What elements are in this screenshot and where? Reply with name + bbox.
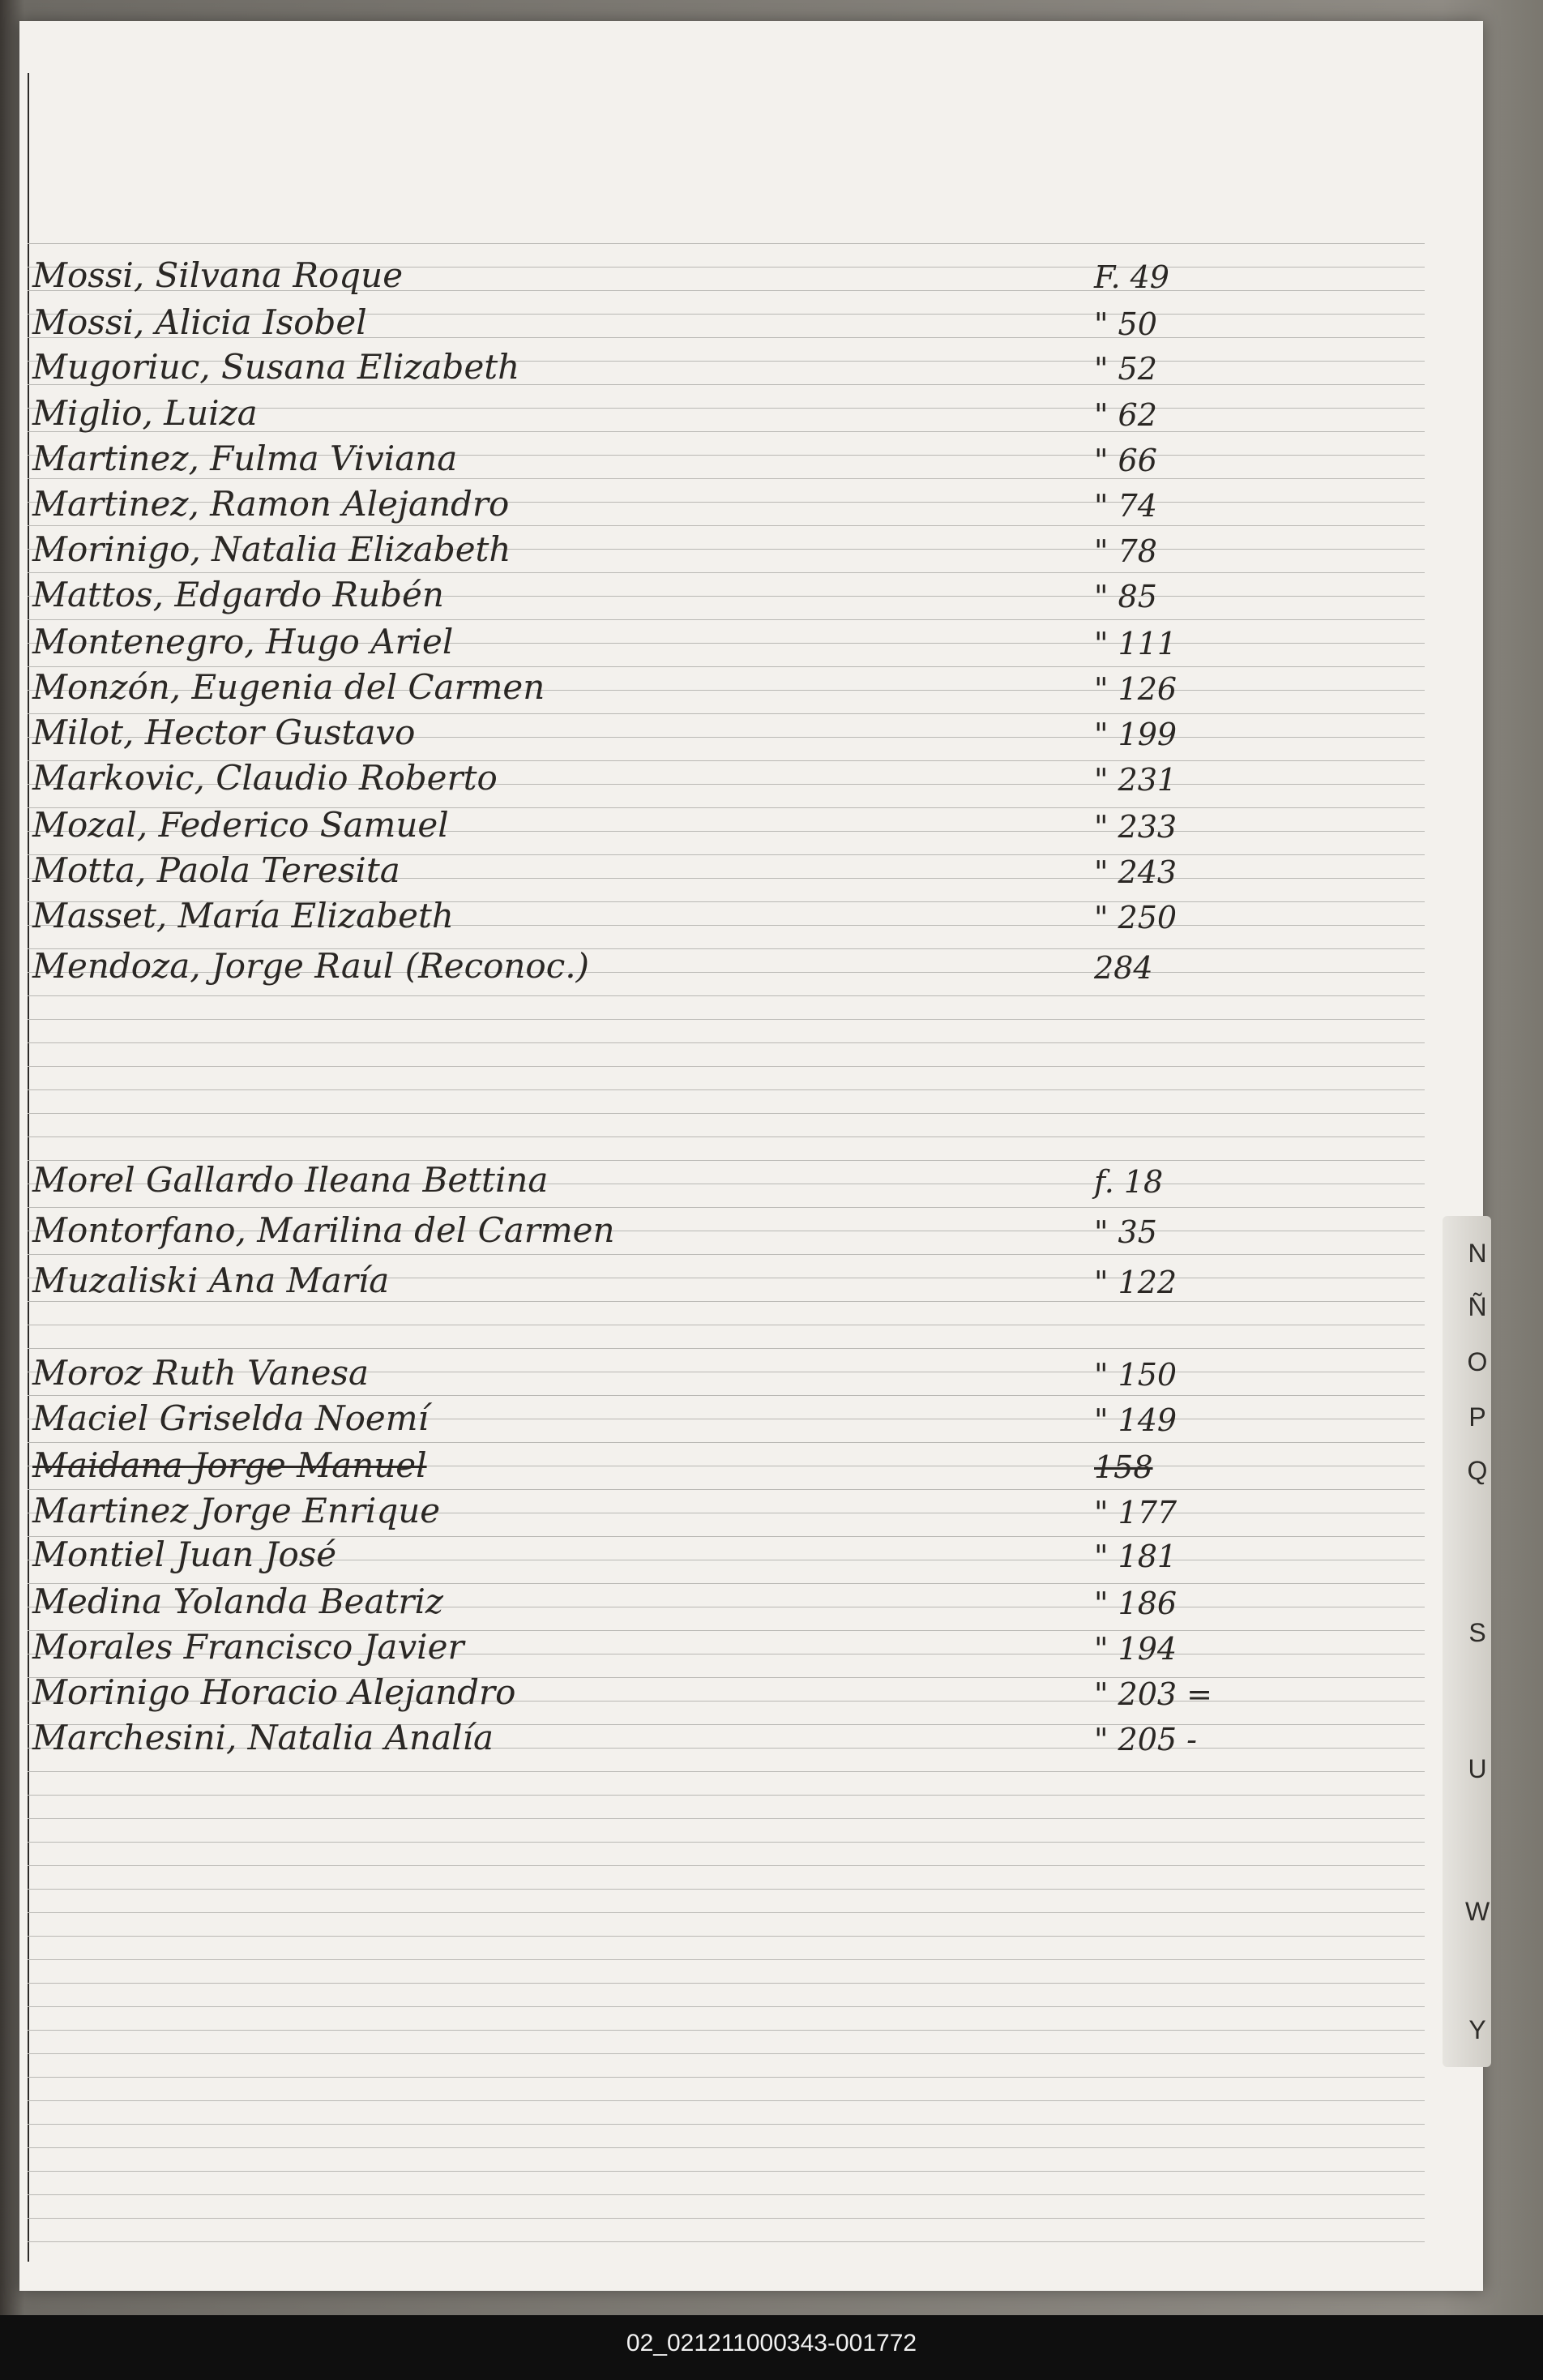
ledger-entry xyxy=(32,1396,1178,1441)
ledger-entry xyxy=(32,1258,1178,1303)
entry-name: Markovic, Claudio Roberto xyxy=(32,758,498,798)
ledger-entry xyxy=(32,665,1178,710)
entry-name: Montorfano, Marilina del Carmen xyxy=(32,1210,615,1250)
entry-folio: " 150 xyxy=(1094,1357,1178,1393)
index-tab-letter[interactable]: P xyxy=(1468,1402,1486,1432)
index-tab-letter[interactable]: Y xyxy=(1468,2015,1486,2044)
ruled-line xyxy=(28,1019,1425,1020)
ruled-line xyxy=(28,243,1425,244)
ruled-line xyxy=(28,1254,1425,1255)
ruled-line xyxy=(28,1865,1425,1866)
ledger-entry xyxy=(32,1351,1178,1396)
ruled-line xyxy=(28,1795,1425,1796)
entry-folio: " 231 xyxy=(1094,762,1178,798)
entry-folio: f. 18 xyxy=(1094,1164,1164,1200)
index-tab-letter[interactable]: Q xyxy=(1467,1456,1488,1485)
ledger-entry xyxy=(32,710,1178,756)
entry-name: Mugoriuc, Susana Elizabeth xyxy=(32,347,520,387)
entry-name: Mattos, Edgardo Rubén xyxy=(32,575,444,614)
ruled-line xyxy=(28,2053,1425,2054)
index-tab-letter[interactable]: Ñ xyxy=(1468,1292,1487,1321)
entry-name: Moroz Ruth Vanesa xyxy=(32,1353,370,1393)
entry-folio: " 122 xyxy=(1094,1265,1178,1300)
entry-folio: " 35 xyxy=(1094,1214,1157,1250)
ledger-entry xyxy=(32,893,1178,939)
ledger-entry xyxy=(32,1158,1164,1203)
ledger-entry xyxy=(32,436,1157,482)
ruled-line xyxy=(28,2124,1425,2125)
ruled-line xyxy=(28,1936,1425,1937)
entry-folio: " 203 = xyxy=(1094,1676,1213,1712)
entry-folio: " 52 xyxy=(1094,351,1157,387)
entry-name: Maidana Jorge Manuel xyxy=(32,1445,427,1485)
ledger-entry xyxy=(32,1208,1157,1253)
ruled-line xyxy=(28,1042,1425,1043)
ledger-entry xyxy=(32,1579,1178,1624)
ruled-line xyxy=(28,1959,1425,1960)
ruled-line xyxy=(28,2218,1425,2219)
ruled-line xyxy=(28,1348,1425,1349)
entry-folio: " 205 - xyxy=(1094,1722,1198,1757)
entry-name: Muzaliski Ana María xyxy=(32,1261,390,1300)
ruled-line xyxy=(28,2171,1425,2172)
ledger-entry xyxy=(32,1488,1178,1534)
ruled-line xyxy=(28,1089,1425,1090)
entry-folio: " 149 xyxy=(1094,1402,1178,1438)
ledger-entry xyxy=(32,803,1178,848)
ledger-entry xyxy=(32,1624,1178,1670)
ledger-entry xyxy=(32,482,1157,527)
entry-folio: " 233 xyxy=(1094,809,1178,845)
ledger-entry xyxy=(32,527,1157,572)
ledger-entry xyxy=(32,944,1153,989)
ruled-line xyxy=(28,1842,1425,1843)
ruled-line xyxy=(28,1912,1425,1913)
entry-name: Milot, Hector Gustavo xyxy=(32,713,416,752)
ruled-line xyxy=(28,2194,1425,2195)
entry-name: Motta, Paola Teresita xyxy=(32,850,400,890)
footer-bar xyxy=(0,2315,1543,2380)
ruled-line xyxy=(28,2006,1425,2007)
entry-name: Morel Gallardo Ileana Bettina xyxy=(32,1160,549,1200)
entry-name: Maciel Griselda Noemí xyxy=(32,1398,429,1438)
ledger-entry xyxy=(32,1532,1178,1577)
ledger-entry xyxy=(32,1715,1198,1761)
ruled-line xyxy=(28,2030,1425,2031)
entry-name: Monzón, Eugenia del Carmen xyxy=(32,667,545,707)
entry-name: Mossi, Alicia Isobel xyxy=(32,302,367,342)
entry-folio: " 186 xyxy=(1094,1586,1178,1621)
entry-folio: " 243 xyxy=(1094,854,1178,890)
entry-name: Martinez, Fulma Viviana xyxy=(32,439,458,478)
ruled-line xyxy=(28,1136,1425,1137)
entry-folio: " 62 xyxy=(1094,397,1157,433)
entry-folio: " 199 xyxy=(1094,717,1178,752)
entry-folio: " 78 xyxy=(1094,533,1157,569)
entry-name: Masset, María Elizabeth xyxy=(32,896,454,935)
ledger-entry xyxy=(32,345,1157,390)
entry-name: Morinigo Horacio Alejandro xyxy=(32,1672,516,1712)
ruled-line xyxy=(28,1818,1425,1819)
index-tab-letter[interactable]: O xyxy=(1467,1347,1488,1376)
entry-folio: " 126 xyxy=(1094,671,1178,707)
entry-folio: " 50 xyxy=(1094,306,1157,342)
ledger-entry xyxy=(32,848,1178,893)
entry-name: Martinez Jorge Enrique xyxy=(32,1491,441,1530)
ruled-line xyxy=(28,2147,1425,2148)
entry-name: Miglio, Luiza xyxy=(32,393,258,433)
entry-folio: " 181 xyxy=(1094,1539,1178,1574)
entry-folio: " 85 xyxy=(1094,579,1157,614)
entry-folio: F. 49 xyxy=(1094,259,1169,295)
entry-folio: 158 xyxy=(1094,1449,1153,1485)
entry-folio: " 194 xyxy=(1094,1631,1178,1667)
ledger-entry xyxy=(32,300,1157,345)
ledger-entry xyxy=(32,756,1178,801)
index-tab-letter[interactable]: U xyxy=(1468,1754,1487,1783)
entry-name: Montiel Juan José xyxy=(32,1535,337,1574)
entry-name: Martinez, Ramon Alejandro xyxy=(32,484,510,524)
entry-folio: " 74 xyxy=(1094,488,1157,524)
ledger-entry xyxy=(32,1670,1213,1715)
entry-folio: " 111 xyxy=(1094,626,1178,661)
entry-name: Mendoza, Jorge Raul (Reconoc.) xyxy=(32,946,589,986)
footer-id: 02_021211000343-001772 xyxy=(626,2330,917,2356)
entry-name: Morales Francisco Javier xyxy=(32,1627,464,1667)
entry-name: Morinigo, Natalia Elizabeth xyxy=(32,529,511,569)
ledger-entry xyxy=(32,391,1157,436)
entry-name: Marchesini, Natalia Analía xyxy=(32,1718,494,1757)
index-tab-letter[interactable]: S xyxy=(1468,1618,1486,1647)
ledger-entry xyxy=(32,572,1157,618)
ruled-line xyxy=(28,995,1425,996)
ledger-entry xyxy=(32,1443,1153,1488)
ledger-entry xyxy=(32,619,1178,665)
ruled-line xyxy=(28,1066,1425,1067)
ruled-line xyxy=(28,1889,1425,1890)
entry-folio: " 250 xyxy=(1094,900,1178,935)
entry-folio: " 177 xyxy=(1094,1495,1178,1530)
ruled-line xyxy=(28,2241,1425,2242)
entry-folio: 284 xyxy=(1094,950,1153,986)
entry-folio: " 66 xyxy=(1094,443,1157,478)
ruled-line xyxy=(28,1983,1425,1984)
ruled-line xyxy=(28,1113,1425,1114)
index-tab-letter[interactable]: N xyxy=(1468,1239,1487,1268)
ledger-entry xyxy=(32,253,1169,298)
margin-line xyxy=(28,73,29,2262)
entry-name: Mossi, Silvana Roque xyxy=(32,255,404,295)
index-tab-letter[interactable]: W xyxy=(1465,1897,1490,1926)
ruled-line xyxy=(28,2100,1425,2101)
entry-name: Mozal, Federico Samuel xyxy=(32,805,449,845)
entry-name: Medina Yolanda Beatriz xyxy=(32,1582,444,1621)
entry-name: Montenegro, Hugo Ariel xyxy=(32,622,454,661)
ruled-line xyxy=(28,1771,1425,1772)
ruled-line xyxy=(28,2077,1425,2078)
